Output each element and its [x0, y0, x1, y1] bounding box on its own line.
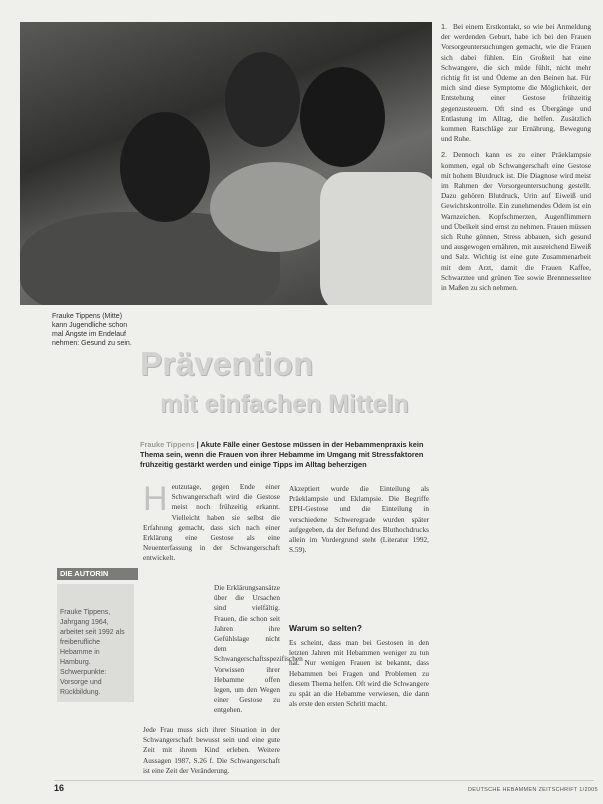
lead-separator: |: [196, 440, 201, 449]
article-subtitle: mit einfachen Mitteln: [160, 390, 409, 418]
column-a-paragraph-2: Die Erklärungsansätze über die Ursachen sind vielfältig. Frauen, die schon seit Jahren ihre Gefühlslage nicht dem Schwangerschaftsspezifischen Vorwissen ihrer Hebamme offen legen, um den Wegen einer Gestose zu entgehen.: [214, 583, 303, 715]
column-a-paragraph-3: Jede Frau muss sich ihrer Situation in der Schwangerschaft bewusst sein und eine gute Zeit mit ihrem Kind erleben. Weitere Aussagen 1987, S.26 f. Die Schwangerschaft ist eine Zeit der Veränderung.: [143, 725, 280, 775]
section-heading: Warum so selten?: [289, 623, 362, 633]
lead-author: Frauke Tippens: [140, 440, 195, 449]
list-number-1: 1.: [441, 22, 448, 31]
author-box: [57, 584, 134, 702]
author-box-text: Frauke Tippens, Jahrgang 1964, arbeitet seit 1992 als freiberufliche Hebamme in Hamburg. Schwerpunkte: Vorsorge und Rückbildung.: [60, 609, 125, 696]
column-a-paragraph-1: eutzutage, gegen Ende einer Schwangerschaft wird die Gestose meist noch frühzeitig erkannt. Vielleicht haben sie selbst die Erfahrung gemacht, dass sich nach einer Erklärung eine Gestose als eine Neuenterfassung in der Schwangerschaft entwickelt.: [143, 482, 280, 563]
column-c: [441, 22, 591, 293]
photo-pillow: [320, 172, 432, 305]
column-b-paragraph-1: Akzeptiert wurde die Einteilung als Präeklampsie und Eklampsie. Die Begriffe EPH-Gestose und die Einteilung in verschiedene Schweregrade wurden später aufgegeben, da der Befund des Bluthochdrucks allein im Vordergrund steht (Literatur 1992, S.59).: [289, 484, 429, 555]
column-b-top: [289, 484, 429, 555]
author-box-label: DIE AUTORIN: [57, 568, 138, 580]
drop-cap: H: [143, 480, 168, 518]
column-a-bottom: [143, 725, 280, 776]
column-b-paragraph-2: Es scheint, dass man bei Gestosen in den letzten Jahren mit Hebammen weniger zu tun hat. Nur wenigen Frauen ist bekannt, dass Hebammen bei Fragen und Problemen zu diesem Thema helfen. Oft wird die Schwangere zu spät an die Hebamme verwiesen, die dann als erste den ersten Schritt macht.: [289, 638, 429, 709]
photo-person-left: [120, 112, 210, 222]
column-a-middle: [214, 583, 303, 716]
lead-text: Akute Fälle einer Gestose müssen in der Hebammenpraxis kein Thema sein, wenn die Frauen von ihrer Hebamme im Umgang mit Stressfaktoren frühzeitig gestärkt werden und einige Tipps im Alltag beherzigen: [140, 440, 424, 469]
magazine-name: DEUTSCHE HEBAMMEN ZEITSCHRIFT 1/2005: [468, 787, 598, 793]
list-item-2: Dennoch kann es zu einer Präeklampsie kommen, egal ob Schwangerschaft eine Gestose mit hohem Blutdruck ist. Die Diagnose wird meist im Rahmen der Vorsorgeuntersuchung gestellt. Dazu gehören Blutdruck, Urin auf Eiweiß und Gewichtskontrolle. Ein zunehmendes Ödem ist ein Warnzeichen. Kopfschmerzen, Augenflimmern und Übelkeit sind ernst zu nehmen. Frauen müssen sich Ruhe gönnen, Stress abbauen, sich gesund und ausgewogen ernähren, mit ausreichend Eiweiß und Salz. Wichtig ist eine gute Zusammenarbeit mit dem Arzt, damit die Frauen Kaffee, Schwarztee und grünen Tee sowie Brennnesseltee in Maßen zu sich nehmen.: [441, 150, 591, 293]
article-photo: [20, 22, 432, 305]
photo-person-center: [225, 52, 300, 147]
list-number-2: 2.: [441, 150, 448, 160]
photo-caption: Frauke Tippens (Mitte) kann Jugendliche schon mal Ängste im Endelauf nehmen: Gesund zu sein.: [52, 313, 132, 347]
page-number: 16: [54, 783, 65, 793]
column-b-bottom: [289, 638, 429, 709]
article-lead: [140, 440, 430, 470]
footer-rule: [54, 780, 594, 781]
photo-person-right: [300, 67, 385, 167]
article-title: Prävention: [140, 345, 314, 382]
column-a-top: [143, 482, 280, 564]
list-item-1: Bei einem Erstkontakt, so wie bei Anmeldung der werdenden Geburt, habe ich bei den Frauen Vorsorgeuntersuchungen gemacht, wie die Frauen sich dabei fühlen. Ein Großteil hat eine Schwangere, die sich müde fühlt, nicht mehr richtig fit ist und Ödeme an den Beinen hat. Für mich sind diese Symptome die Möglichkeit, der Entstehung einer Gestose frühzeitig gegenzusteuern. Oft sind es Übergänge und Entlastung im Alltag, die helfen. Zusätzlich kommen Ratschläge zur Ernährung, Bewegung und Ruhe.: [441, 22, 591, 144]
